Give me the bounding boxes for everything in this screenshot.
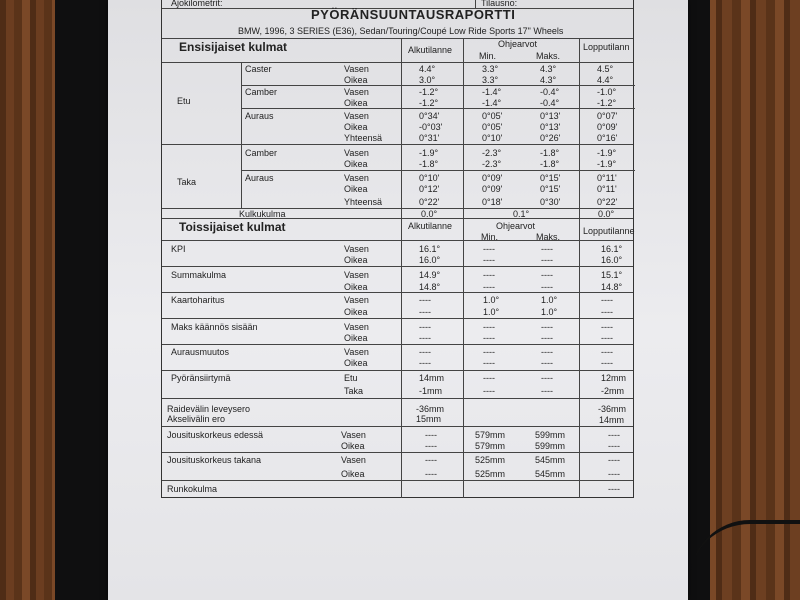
kulkukulma-loppu: 0.0° bbox=[598, 209, 615, 219]
alkutilanne-value: 14.9° bbox=[419, 270, 441, 280]
lopputilanne-value: 0°11' bbox=[597, 184, 617, 194]
kulkukulma-label: Kulkukulma bbox=[239, 209, 286, 219]
max-value: 0°30' bbox=[540, 197, 561, 207]
min-value: 0°10' bbox=[482, 133, 503, 143]
report-title: PYÖRÄNSUUNTAUSRAPORTTI bbox=[311, 7, 516, 22]
max-value: 0°13' bbox=[540, 122, 561, 132]
side-label: Vasen bbox=[344, 322, 369, 332]
row-divider bbox=[162, 144, 633, 145]
max-value: ---- bbox=[541, 282, 553, 292]
max-value: -1.8° bbox=[540, 148, 560, 158]
side-label: Oikea bbox=[344, 98, 368, 108]
lopputilanne-value: ---- bbox=[601, 295, 613, 305]
lopputilanne-value: ---- bbox=[608, 441, 620, 451]
row-divider bbox=[162, 344, 633, 345]
side-label: Vasen bbox=[344, 295, 369, 305]
side-label: Taka bbox=[344, 386, 364, 396]
side-label: Yhteensä bbox=[344, 133, 383, 143]
side-label: Yhteensä bbox=[344, 197, 383, 207]
max-value: ---- bbox=[541, 347, 553, 357]
max-value: -0.4° bbox=[540, 98, 560, 108]
runkokulma-loppu: ---- bbox=[608, 484, 620, 494]
col-maks-2: Maks. bbox=[536, 232, 561, 242]
side-label: Oikea bbox=[344, 307, 368, 317]
group-label: Camber bbox=[245, 87, 278, 97]
lopputilanne-value: 0°11' bbox=[597, 173, 617, 183]
col-alkutilanne-2: Alkutilanne bbox=[408, 221, 453, 231]
odometer-label: Ajokilometrit: bbox=[171, 0, 223, 8]
alkutilanne-value: ---- bbox=[419, 358, 431, 368]
parameter-label: Jousituskorkeus takana bbox=[167, 455, 262, 465]
raidevali-label: Raidevälin leveysero bbox=[167, 404, 251, 414]
max-value: 1.0° bbox=[541, 295, 558, 305]
column-divider bbox=[401, 218, 402, 498]
side-label: Oikea bbox=[344, 75, 368, 85]
alkutilanne-value: 0°34' bbox=[419, 111, 440, 121]
lopputilanne-value: ---- bbox=[601, 347, 613, 357]
min-value: ---- bbox=[483, 373, 495, 383]
group-label: Caster bbox=[245, 64, 272, 74]
side-label: Oikea bbox=[344, 255, 368, 265]
alkutilanne-value: 14mm bbox=[419, 373, 445, 383]
row-divider bbox=[162, 62, 633, 63]
min-value: ---- bbox=[483, 347, 495, 357]
min-value: 0°05' bbox=[482, 122, 503, 132]
col-min: Min. bbox=[479, 51, 497, 61]
col-alkutilanne: Alkutilanne bbox=[408, 45, 453, 55]
min-value: -2.3° bbox=[482, 148, 502, 158]
col-ohjearvot-2: Ohjearvot bbox=[496, 221, 536, 231]
runkokulma-label: Runkokulma bbox=[167, 484, 218, 494]
lopputilanne-value: 15.1° bbox=[601, 270, 623, 280]
lopputilanne-value: ---- bbox=[608, 430, 620, 440]
lopputilanne-value: 4.4° bbox=[597, 75, 614, 85]
column-divider bbox=[463, 218, 464, 498]
lopputilanne-value: ---- bbox=[601, 333, 613, 343]
kulkukulma-alku: 0.0° bbox=[421, 209, 438, 219]
side-label: Oikea bbox=[344, 358, 368, 368]
parameter-label: Maks käännös sisään bbox=[171, 322, 258, 332]
min-value: 579mm bbox=[475, 430, 506, 440]
min-value: ---- bbox=[483, 282, 495, 292]
col-lopputilanne-2: Lopputilanne bbox=[583, 226, 635, 236]
lopputilanne-value: -2mm bbox=[601, 386, 624, 396]
max-value: 0°26' bbox=[540, 133, 561, 143]
row-divider bbox=[241, 170, 635, 171]
side-label: Oikea bbox=[344, 333, 368, 343]
column-divider bbox=[463, 38, 464, 218]
row-divider bbox=[162, 370, 633, 371]
min-value: -2.3° bbox=[482, 159, 502, 169]
lopputilanne-value: 0°07' bbox=[597, 111, 618, 121]
row-divider bbox=[162, 426, 633, 427]
lopputilanne-value: 0°16' bbox=[597, 133, 618, 143]
order-number-label: Tilausno: bbox=[481, 0, 518, 8]
alkutilanne-value: 4.4° bbox=[419, 64, 436, 74]
side-label: Vasen bbox=[344, 148, 369, 158]
alkutilanne-value: -1mm bbox=[419, 386, 442, 396]
alkutilanne-value: 0°12' bbox=[419, 184, 440, 194]
lopputilanne-value: -1.9° bbox=[597, 159, 617, 169]
max-value: ---- bbox=[541, 322, 553, 332]
side-label: Vasen bbox=[344, 64, 369, 74]
max-value: 545mm bbox=[535, 455, 566, 465]
kulkukulma-ohje: 0.1° bbox=[513, 209, 530, 219]
side-label: Oikea bbox=[344, 122, 368, 132]
min-value: ---- bbox=[483, 358, 495, 368]
row-divider bbox=[162, 38, 633, 39]
side-label: Oikea bbox=[344, 282, 368, 292]
lopputilanne-value: 4.5° bbox=[597, 64, 614, 74]
akselivali-alku: 15mm bbox=[416, 414, 442, 424]
col-ohjearvot: Ohjearvot bbox=[498, 39, 538, 49]
alkutilanne-value: -1.2° bbox=[419, 87, 439, 97]
max-value: ---- bbox=[541, 270, 553, 280]
parameter-label: Kaartoharitus bbox=[171, 295, 225, 305]
row-divider bbox=[162, 480, 633, 481]
alignment-report bbox=[161, 0, 634, 498]
max-value: 0°13' bbox=[540, 111, 561, 121]
col-maks: Maks. bbox=[536, 51, 561, 61]
min-value: ---- bbox=[483, 333, 495, 343]
alkutilanne-value: ---- bbox=[419, 295, 431, 305]
max-value: 0°15' bbox=[540, 184, 561, 194]
alkutilanne-value: ---- bbox=[419, 333, 431, 343]
column-divider bbox=[579, 218, 580, 498]
lopputilanne-value: ---- bbox=[601, 307, 613, 317]
max-value: 599mm bbox=[535, 430, 566, 440]
akselivali-loppu: 14mm bbox=[599, 415, 625, 425]
lopputilanne-value: 0°22' bbox=[597, 197, 618, 207]
group-label: Auraus bbox=[245, 173, 274, 183]
lopputilanne-value: 16.0° bbox=[601, 255, 623, 265]
group-label: Auraus bbox=[245, 111, 274, 121]
row-divider bbox=[162, 218, 633, 219]
max-value: 0°15' bbox=[540, 173, 561, 183]
side-label: Vasen bbox=[341, 455, 366, 465]
min-value: 579mm bbox=[475, 441, 506, 451]
lopputilanne-value: ---- bbox=[608, 455, 620, 465]
side-label: Vasen bbox=[344, 87, 369, 97]
lopputilanne-value: -1.9° bbox=[597, 148, 617, 158]
lopputilanne-value: -1.2° bbox=[597, 98, 617, 108]
min-value: 0°09' bbox=[482, 173, 503, 183]
alkutilanne-value: -0°03' bbox=[419, 122, 443, 132]
alkutilanne-value: ---- bbox=[425, 441, 437, 451]
min-value: ---- bbox=[483, 244, 495, 254]
min-value: ---- bbox=[483, 255, 495, 265]
max-value: ---- bbox=[541, 373, 553, 383]
row-divider bbox=[162, 266, 633, 267]
max-value: 599mm bbox=[535, 441, 566, 451]
row-divider bbox=[162, 208, 633, 209]
vehicle-description: BMW, 1996, 3 SERIES (E36), Sedan/Touring/Coupé Low Ride Sports 17" Wheels bbox=[238, 26, 564, 36]
min-value: ---- bbox=[483, 270, 495, 280]
side-label: Vasen bbox=[344, 173, 369, 183]
row-divider bbox=[241, 85, 635, 86]
side-label: Vasen bbox=[344, 270, 369, 280]
min-value: 1.0° bbox=[483, 295, 500, 305]
side-label: Vasen bbox=[344, 347, 369, 357]
raidevali-loppu: -36mm bbox=[598, 404, 627, 414]
column-divider bbox=[241, 62, 242, 208]
min-value: ---- bbox=[483, 386, 495, 396]
alkutilanne-value: 0°31' bbox=[419, 133, 440, 143]
max-value: 4.3° bbox=[540, 64, 557, 74]
lopputilanne-value: ---- bbox=[601, 358, 613, 368]
row-divider bbox=[162, 318, 633, 319]
side-label: Vasen bbox=[344, 244, 369, 254]
alkutilanne-value: ---- bbox=[419, 307, 431, 317]
max-value: -0.4° bbox=[540, 87, 560, 97]
max-value: ---- bbox=[541, 386, 553, 396]
row-divider bbox=[162, 292, 633, 293]
alkutilanne-value: -1.8° bbox=[419, 159, 439, 169]
group-label: Camber bbox=[245, 148, 278, 158]
alkutilanne-value: ---- bbox=[419, 347, 431, 357]
alkutilanne-value: 16.0° bbox=[419, 255, 441, 265]
row-divider bbox=[162, 240, 633, 241]
side-label: Oikea bbox=[341, 469, 365, 479]
max-value: 4.3° bbox=[540, 75, 557, 85]
row-divider bbox=[241, 108, 635, 109]
min-value: 3.3° bbox=[482, 64, 499, 74]
lopputilanne-value: 14.8° bbox=[601, 282, 623, 292]
parameter-label: Jousituskorkeus edessä bbox=[167, 430, 264, 440]
side-label: Oikea bbox=[341, 441, 365, 451]
alkutilanne-value: 0°22' bbox=[419, 197, 440, 207]
primary-section-title: Ensisijaiset kulmat bbox=[179, 40, 288, 54]
side-label: Etu bbox=[344, 373, 358, 383]
min-value: 525mm bbox=[475, 469, 506, 479]
col-lopputilanne: Lopputilann bbox=[583, 42, 630, 52]
column-divider bbox=[401, 38, 402, 218]
alkutilanne-value: ---- bbox=[425, 455, 437, 465]
min-value: 3.3° bbox=[482, 75, 499, 85]
alkutilanne-value: -1.9° bbox=[419, 148, 439, 158]
min-value: -1.4° bbox=[482, 87, 502, 97]
secondary-section-title: Toissijaiset kulmat bbox=[179, 220, 286, 234]
alkutilanne-value: 14.8° bbox=[419, 282, 441, 292]
parameter-label: Pyöränsiirtymä bbox=[171, 373, 231, 383]
max-value: ---- bbox=[541, 255, 553, 265]
lopputilanne-value: ---- bbox=[601, 322, 613, 332]
side-label: Oikea bbox=[344, 184, 368, 194]
alkutilanne-value: ---- bbox=[425, 430, 437, 440]
min-value: 0°09' bbox=[482, 184, 503, 194]
row-divider bbox=[162, 398, 633, 399]
max-value: 1.0° bbox=[541, 307, 558, 317]
taka-label: Taka bbox=[177, 177, 197, 187]
etu-label: Etu bbox=[177, 96, 191, 106]
min-value: ---- bbox=[483, 322, 495, 332]
lopputilanne-value: ---- bbox=[608, 469, 620, 479]
side-label: Vasen bbox=[344, 111, 369, 121]
alkutilanne-value: ---- bbox=[419, 322, 431, 332]
max-value: ---- bbox=[541, 333, 553, 343]
max-value: 545mm bbox=[535, 469, 566, 479]
min-value: -1.4° bbox=[482, 98, 502, 108]
col-min-2: Min. bbox=[481, 232, 499, 242]
min-value: 525mm bbox=[475, 455, 506, 465]
row-divider bbox=[162, 452, 633, 453]
min-value: 0°18' bbox=[482, 197, 503, 207]
lopputilanne-value: 16.1° bbox=[601, 244, 623, 254]
parameter-label: Aurausmuutos bbox=[171, 347, 230, 357]
min-value: 1.0° bbox=[483, 307, 500, 317]
alkutilanne-value: 0°10' bbox=[419, 173, 440, 183]
min-value: 0°05' bbox=[482, 111, 503, 121]
alkutilanne-value: -1.2° bbox=[419, 98, 439, 108]
akselivali-label: Akselivälin ero bbox=[167, 414, 226, 424]
parameter-label: KPI bbox=[171, 244, 186, 254]
raidevali-alku: -36mm bbox=[416, 404, 445, 414]
alkutilanne-value: 16.1° bbox=[419, 244, 441, 254]
lopputilanne-value: 12mm bbox=[601, 373, 627, 383]
alkutilanne-value: ---- bbox=[425, 469, 437, 479]
max-value: -1.8° bbox=[540, 159, 560, 169]
column-divider bbox=[579, 38, 580, 218]
lopputilanne-value: 0°09' bbox=[597, 122, 618, 132]
max-value: ---- bbox=[541, 244, 553, 254]
lopputilanne-value: -1.0° bbox=[597, 87, 617, 97]
side-label: Vasen bbox=[341, 430, 366, 440]
alkutilanne-value: 3.0° bbox=[419, 75, 436, 85]
side-label: Oikea bbox=[344, 159, 368, 169]
parameter-label: Summakulma bbox=[171, 270, 227, 280]
max-value: ---- bbox=[541, 358, 553, 368]
